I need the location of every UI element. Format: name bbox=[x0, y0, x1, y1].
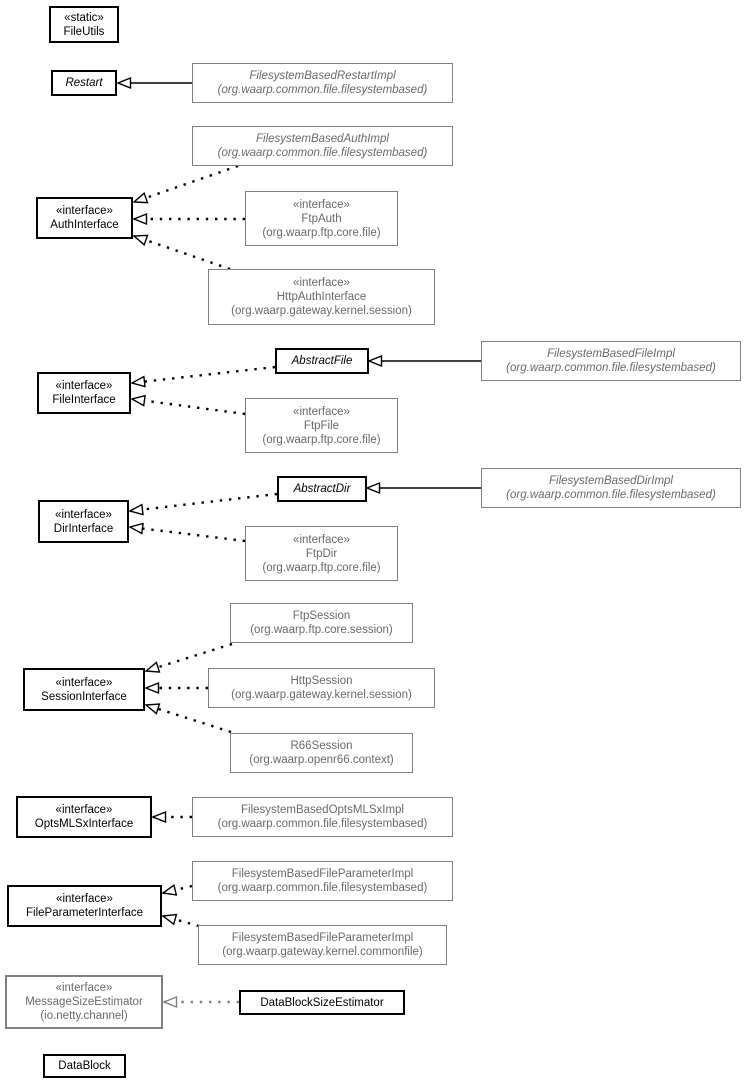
class-name-label: DataBlockSizeEstimator bbox=[260, 996, 384, 1009]
package-label: (org.waarp.common.file.filesystembased) bbox=[506, 362, 716, 374]
stereotype-label: «static» bbox=[64, 11, 104, 24]
package-label: (org.waarp.ftp.core.file) bbox=[262, 433, 381, 446]
stereotype-label: «interface» bbox=[293, 277, 350, 289]
class-box-filesystembasedfileparameterimpl-common[interactable] bbox=[192, 861, 453, 901]
package-label: (org.waarp.gateway.kernel.session) bbox=[231, 689, 412, 701]
edge-ftpsession-sessioninterface bbox=[146, 644, 232, 671]
edge-httpauthinterface-authinterface bbox=[134, 236, 230, 269]
stereotype-label: «interface» bbox=[293, 405, 350, 418]
class-name-label: DataBlock bbox=[58, 1060, 111, 1072]
class-box-ftpfile[interactable] bbox=[245, 398, 398, 453]
edge-abstractdir-dirinterface bbox=[130, 494, 277, 511]
stereotype-label: «interface» bbox=[56, 205, 113, 217]
package-label: (org.waarp.ftp.core.file) bbox=[262, 561, 381, 574]
class-name-label: FilesystemBasedFileParameterImpl bbox=[231, 868, 414, 880]
class-name-label: DirInterface bbox=[53, 522, 114, 535]
class-box-abstractdir[interactable] bbox=[277, 476, 367, 502]
class-box-filesystembasedauthimpl[interactable] bbox=[192, 126, 453, 166]
class-name-label: FileUtils bbox=[63, 25, 105, 38]
class-name-label: FileParameterInterface bbox=[26, 907, 143, 919]
class-name-label: HttpAuthInterface bbox=[276, 291, 367, 303]
class-box-fileutils[interactable] bbox=[49, 6, 119, 43]
edge-fileparamimplcommon-fileparameterinterface bbox=[163, 886, 192, 893]
class-box-datablocksizeestimator[interactable] bbox=[239, 990, 405, 1015]
class-name-label: FilesystemBasedFileParameterImpl bbox=[231, 932, 414, 944]
edge-ftpdir-dirinterface bbox=[130, 527, 245, 541]
class-box-filesystembasedrestartimpl[interactable] bbox=[192, 63, 453, 103]
class-name-label: Restart bbox=[65, 77, 103, 89]
class-name-label: FilesystemBasedDirImpl bbox=[549, 475, 673, 487]
package-label: (org.waarp.common.file.filesystembased) bbox=[217, 147, 428, 159]
class-name-label: FilesystemBasedFileImpl bbox=[547, 348, 675, 360]
stereotype-label: «interface» bbox=[293, 198, 350, 211]
package-label: (org.waarp.common.file.filesystembased) bbox=[217, 84, 428, 96]
class-box-ftpdir[interactable] bbox=[245, 526, 398, 581]
package-label: (org.waarp.common.file.filesystembased) bbox=[506, 489, 716, 501]
class-name-label: AuthInterface bbox=[50, 219, 119, 231]
stereotype-label: «interface» bbox=[55, 380, 113, 392]
stereotype-label: «interface» bbox=[56, 893, 113, 905]
class-box-dirinterface[interactable] bbox=[38, 500, 129, 543]
class-box-httpauthinterface[interactable] bbox=[208, 269, 435, 325]
class-name-label: FilesystemBasedRestartImpl bbox=[249, 70, 396, 82]
class-box-authinterface[interactable] bbox=[36, 197, 133, 239]
class-box-filesystembasedfileparameterimpl-gateway[interactable] bbox=[198, 925, 447, 965]
stereotype-label: «interface» bbox=[55, 982, 113, 994]
class-box-filesystembasedoptsmlsximpl[interactable] bbox=[192, 797, 453, 837]
class-box-fileparameterinterface[interactable] bbox=[7, 885, 162, 927]
edge-fileparamimplgateway-fileparameterinterface bbox=[163, 916, 199, 926]
edge-abstractfile-fileinterface bbox=[132, 367, 275, 383]
edge-authimpl-authinterface bbox=[134, 166, 238, 202]
class-box-abstractfile[interactable] bbox=[275, 348, 369, 374]
package-label: (org.waarp.common.file.filesystembased) bbox=[217, 882, 428, 894]
stereotype-label: «interface» bbox=[55, 804, 113, 816]
class-name-label: FileInterface bbox=[52, 394, 116, 406]
class-name-label: OptsMLSxInterface bbox=[34, 818, 134, 830]
edge-ftpfile-fileinterface bbox=[132, 399, 245, 414]
class-box-sessioninterface[interactable] bbox=[23, 668, 145, 711]
package-label: (io.netty.channel) bbox=[40, 1010, 128, 1022]
package-label: (org.waarp.ftp.core.session) bbox=[250, 624, 393, 636]
class-name-label: FtpFile bbox=[303, 419, 340, 432]
stereotype-label: «interface» bbox=[55, 676, 113, 689]
class-box-fileinterface[interactable] bbox=[37, 372, 131, 414]
class-box-ftpauth[interactable] bbox=[245, 191, 398, 246]
stereotype-label: «interface» bbox=[293, 533, 350, 546]
class-name-label: FtpAuth bbox=[301, 212, 342, 225]
class-box-datablock[interactable] bbox=[43, 1054, 126, 1078]
class-box-r66session[interactable] bbox=[230, 733, 413, 773]
stereotype-label: «interface» bbox=[55, 508, 112, 521]
class-name-label: MessageSizeEstimator bbox=[25, 996, 143, 1008]
package-label: (org.waarp.gateway.kernel.session) bbox=[231, 305, 412, 317]
class-box-httpsession[interactable] bbox=[208, 668, 435, 708]
package-label: (org.waarp.gateway.kernel.commonfile) bbox=[222, 946, 423, 958]
class-name-label: FtpDir bbox=[305, 547, 338, 560]
class-box-filesystembaseddirimpl[interactable] bbox=[481, 468, 741, 508]
class-name-label: R66Session bbox=[290, 740, 353, 752]
package-label: (org.waarp.ftp.core.file) bbox=[262, 226, 381, 239]
package-label: (org.waarp.common.file.filesystembased) bbox=[217, 818, 428, 830]
class-name-label: FtpSession bbox=[292, 610, 351, 622]
class-name-label: HttpSession bbox=[290, 675, 353, 687]
class-box-filesystembasedfileimpl[interactable] bbox=[481, 341, 741, 381]
class-box-ftpsession[interactable] bbox=[230, 603, 413, 643]
class-name-label: AbstractDir bbox=[293, 483, 351, 495]
package-label: (org.waarp.openr66.context) bbox=[249, 754, 394, 766]
class-name-label: SessionInterface bbox=[41, 690, 127, 703]
class-box-optsmlsxinterface[interactable] bbox=[16, 796, 152, 838]
class-name-label: AbstractFile bbox=[291, 355, 353, 367]
edge-r66session-sessioninterface bbox=[146, 705, 231, 732]
class-box-messagesizeestimator[interactable] bbox=[5, 975, 163, 1029]
class-name-label: FilesystemBasedOptsMLSxImpl bbox=[241, 804, 404, 816]
class-name-label: FilesystemBasedAuthImpl bbox=[256, 133, 389, 145]
class-box-restart[interactable] bbox=[51, 70, 117, 96]
